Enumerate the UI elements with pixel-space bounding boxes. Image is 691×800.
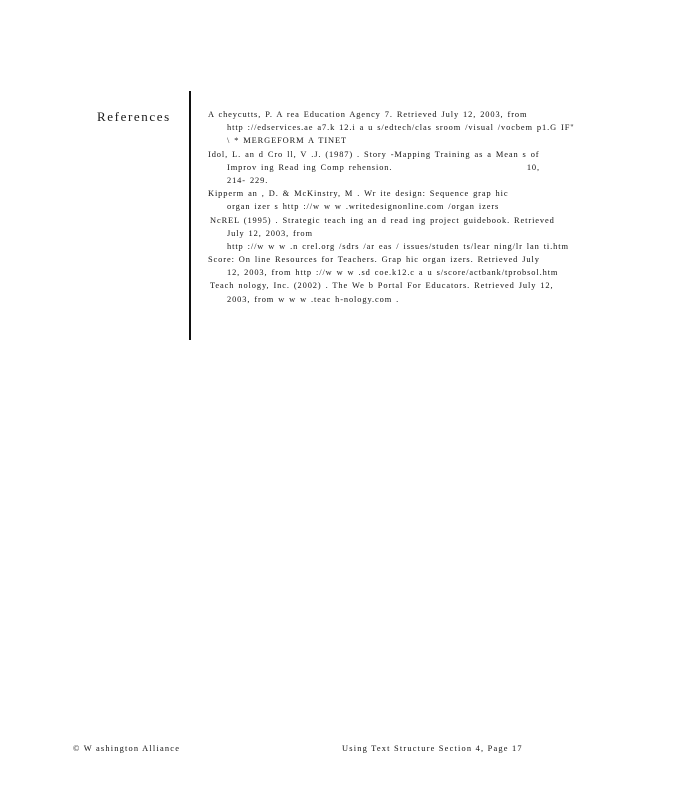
reference-volume: 10,: [526, 162, 540, 172]
page-title: References: [97, 109, 171, 124]
reference-entry: [208, 214, 569, 254]
reference-line: 214- 229.: [227, 175, 269, 185]
reference-line: Teach nology, Inc. (2002) . The We b Portal For Educators. Retrieved July 12,: [210, 281, 554, 291]
reference-list: [208, 108, 575, 306]
footer-copyright: © W ashington Alliance: [73, 744, 181, 753]
reference-line: \ * MERGEFORM A TINET: [227, 136, 347, 146]
reference-line: Score: On line Resources for Teachers. Grap hic organ izers. Retrieved July: [208, 255, 540, 265]
reference-line: A cheycutts, P. A rea Education Agency 7. Retrieved July 12, 2003, from: [208, 110, 528, 119]
reference-line-text: Improv ing Read ing Comp rehension.: [227, 162, 393, 172]
reference-entry: [208, 148, 543, 188]
reference-line: 2003, from w w w .teac h-nology.com .: [227, 294, 400, 304]
reference-entry: [208, 253, 559, 279]
reference-line: organ izer s http ://w w w .writedesignonline.com /organ izers: [227, 202, 500, 212]
vertical-divider: [189, 91, 191, 340]
reference-line: Kipperm an , D. & McKinstry, M . Wr ite design: Sequence grap hic: [208, 189, 509, 199]
reference-entry: [208, 187, 543, 213]
reference-line: NcREL (1995) . Strategic teach ing an d read ing project guidebook. Retrieved: [210, 215, 555, 225]
reference-entry: [208, 108, 575, 148]
reference-line: [208, 161, 540, 174]
reference-line: http ://w w w .n crel.org /sdrs /ar eas / issues/studen ts/lear ning/lr lan ti.htm: [227, 241, 569, 251]
reference-entry: [208, 279, 554, 305]
reference-line: http ://edservices.ae a7.k 12.i a u s/edtech/clas sroom /visual /vocbem p1.G IF": [227, 123, 575, 133]
footer-page-number: Using Text Structure Section 4, Page 17: [342, 744, 523, 753]
reference-line: 12, 2003, from http ://w w w .sd coe.k12.c a u s/score/actbank/tprobsol.htm: [227, 268, 559, 278]
reference-line: Idol, L. an d Cro ll, V .J. (1987) . Story -Mapping Training as a Mean s of: [208, 149, 540, 159]
reference-line: July 12, 2003, from: [227, 228, 313, 238]
